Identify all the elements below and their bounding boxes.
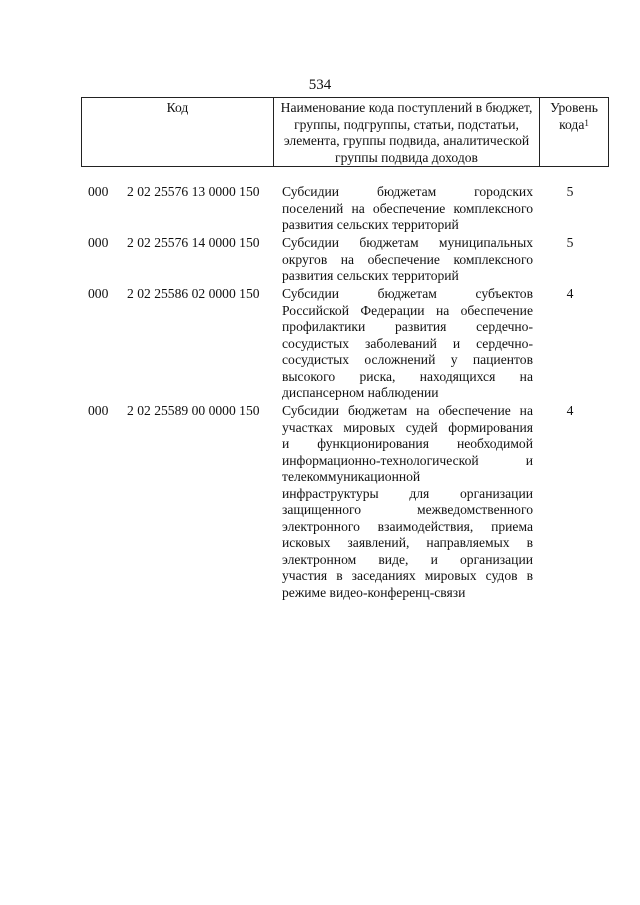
income-name <box>282 286 533 402</box>
admin-code: 000 <box>88 286 109 301</box>
code-level: 4 <box>566 286 574 301</box>
income-name <box>282 184 533 234</box>
name-line: сосудистых заболеваний и сердечно- <box>282 335 533 351</box>
table-header <box>81 97 609 167</box>
name-line: диспансерном наблюдении <box>282 385 439 400</box>
name-line: электронном виде, и организации <box>282 551 533 567</box>
name-line: Российской Федерации на обеспечение <box>282 302 533 318</box>
name-line: профилактики развития сердечно- <box>282 319 533 334</box>
name-line: Субсидии бюджетам городских <box>282 184 533 199</box>
income-name <box>282 403 533 601</box>
income-code: 2 02 25589 00 0000 150 <box>127 403 260 418</box>
admin-code: 000 <box>88 184 109 199</box>
name-line: участия в заседаниях мировых судов в <box>282 568 533 583</box>
admin-code: 000 <box>88 403 109 418</box>
name-line: высокого риска, находящихся на <box>282 368 533 384</box>
name-line: сосудистых осложнений у пациентов <box>282 352 533 367</box>
name-line: округов на обеспечение комплексного <box>282 251 533 267</box>
admin-code: 000 <box>88 235 109 250</box>
header-level <box>540 98 608 166</box>
name-line: участках мировых судей формирования <box>282 419 533 435</box>
header-code: Код <box>82 98 274 166</box>
name-line: телекоммуникационной <box>282 469 421 484</box>
name-line: развития сельских территорий <box>282 217 459 232</box>
name-line: инфраструктуры для организации <box>282 485 533 501</box>
header-name: Наименование кода поступлений в бюджет, группы, подгруппы, статьи, подстатьи, элемента, группы подвида, аналитической группы подвида доходов <box>274 98 540 166</box>
name-line: режиме видео-конференц-связи <box>282 584 466 600</box>
name-line: Субсидии бюджетам на обеспечение на <box>282 403 533 418</box>
name-line: и функционирования необходимой <box>282 436 533 451</box>
code-level: 5 <box>566 184 574 199</box>
header-level-label: Уровень кода <box>550 100 598 132</box>
page-number: 534 <box>308 77 332 93</box>
name-line: исковых заявлений, направляемых в <box>282 535 533 550</box>
name-line: защищенного межведомственного <box>282 502 533 517</box>
name-line: информационно-технологической и <box>282 452 533 468</box>
footnote-marker: 1 <box>584 117 589 128</box>
code-level: 4 <box>566 403 574 418</box>
name-line: Субсидии бюджетам муниципальных <box>282 235 533 250</box>
name-line: электронного взаимодействия, приема <box>282 518 533 534</box>
name-line: поселений на обеспечение комплексного <box>282 200 533 216</box>
income-name <box>282 235 533 285</box>
code-level: 5 <box>566 235 574 250</box>
income-code: 2 02 25576 13 0000 150 <box>127 184 260 199</box>
name-line: Субсидии бюджетам субъектов <box>282 286 533 301</box>
income-code: 2 02 25576 14 0000 150 <box>127 235 260 250</box>
income-code: 2 02 25586 02 0000 150 <box>127 286 260 301</box>
name-line: развития сельских территорий <box>282 268 459 283</box>
